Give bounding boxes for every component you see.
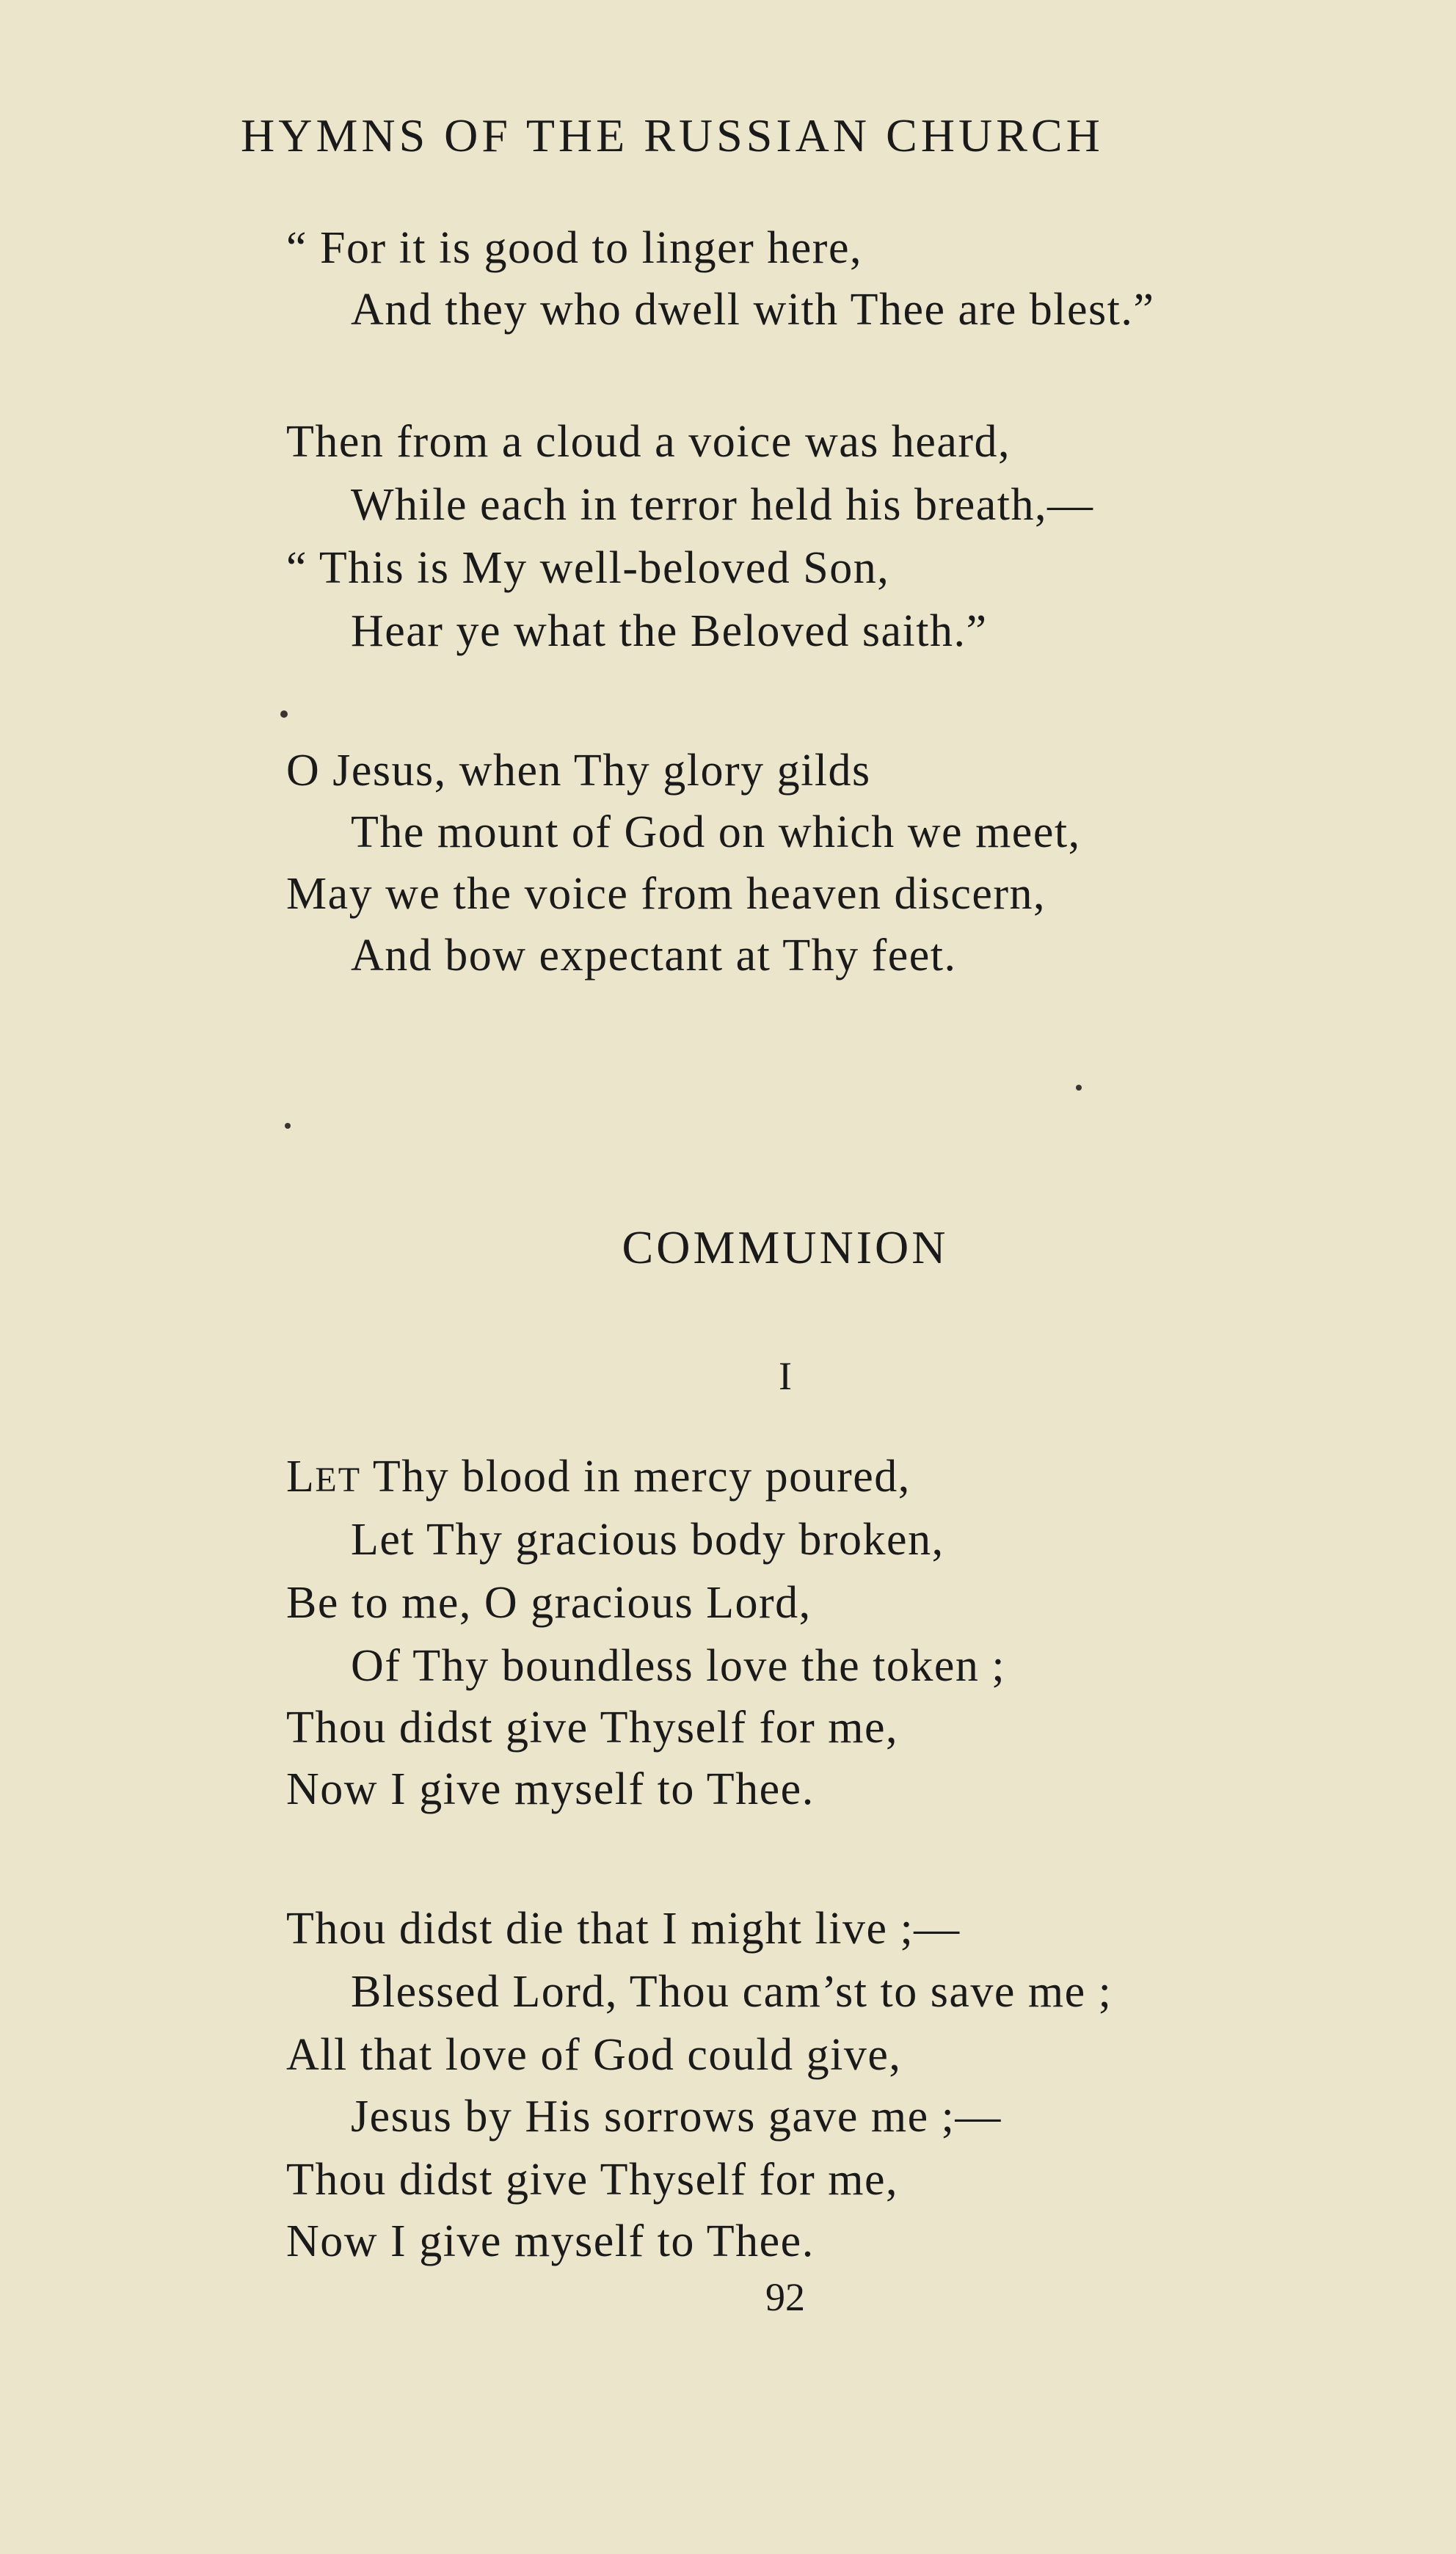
verse-line: And they who dwell with Thee are blest.”	[351, 285, 1155, 335]
verse-line: Be to me, O gracious Lord,	[286, 1578, 812, 1628]
verse-line-first	[286, 1446, 911, 1511]
verse-line: Thou didst give Thyself for me,	[286, 1703, 899, 1753]
verse-line: Thou didst give Thyself for me,	[286, 2155, 899, 2205]
verse-line: “ For it is good to linger here,	[286, 223, 862, 273]
print-speck	[285, 1123, 291, 1129]
verse-line: May we the voice from heaven discern,	[286, 869, 1046, 919]
verse-line: Of Thy boundless love the token ;	[351, 1641, 1006, 1691]
initial-letter: L	[286, 1452, 316, 1502]
verse-line: Let Thy gracious body broken,	[351, 1515, 944, 1565]
print-speck	[280, 710, 288, 718]
verse-line: O Jesus, when Thy glory gilds	[286, 746, 871, 796]
verse-line: Jesus by His sorrows gave me ;—	[351, 2092, 1002, 2142]
verse-line: All that love of God could give,	[286, 2030, 902, 2080]
verse-line: Hear ye what the Beloved saith.”	[351, 606, 988, 656]
verse-line: While each in terror held his breath,—	[351, 480, 1094, 530]
verse-line: Thou didst die that I might live ;—	[286, 1904, 961, 1954]
small-caps-rest: ET	[315, 1460, 362, 1499]
verse-line: Now I give myself to Thee.	[286, 1764, 815, 1814]
page-number: 92	[765, 2275, 805, 2319]
first-line-rest: Thy blood in mercy poured,	[361, 1452, 911, 1502]
section-number: I	[779, 1354, 792, 1398]
running-head: HYMNS OF THE RUSSIAN CHURCH	[241, 109, 1104, 161]
print-speck	[1076, 1085, 1082, 1091]
verse-line: And bow expectant at Thy feet.	[351, 931, 957, 981]
verse-line: “ This is My well-beloved Son,	[286, 543, 890, 593]
verse-line: Blessed Lord, Thou cam’st to save me ;	[351, 1967, 1113, 2017]
section-title: COMMUNION	[622, 1221, 949, 1273]
verse-line: Now I give myself to Thee.	[286, 2216, 815, 2266]
verse-line: The mount of God on which we meet,	[351, 807, 1081, 857]
verse-line: Then from a cloud a voice was heard,	[286, 417, 1011, 467]
